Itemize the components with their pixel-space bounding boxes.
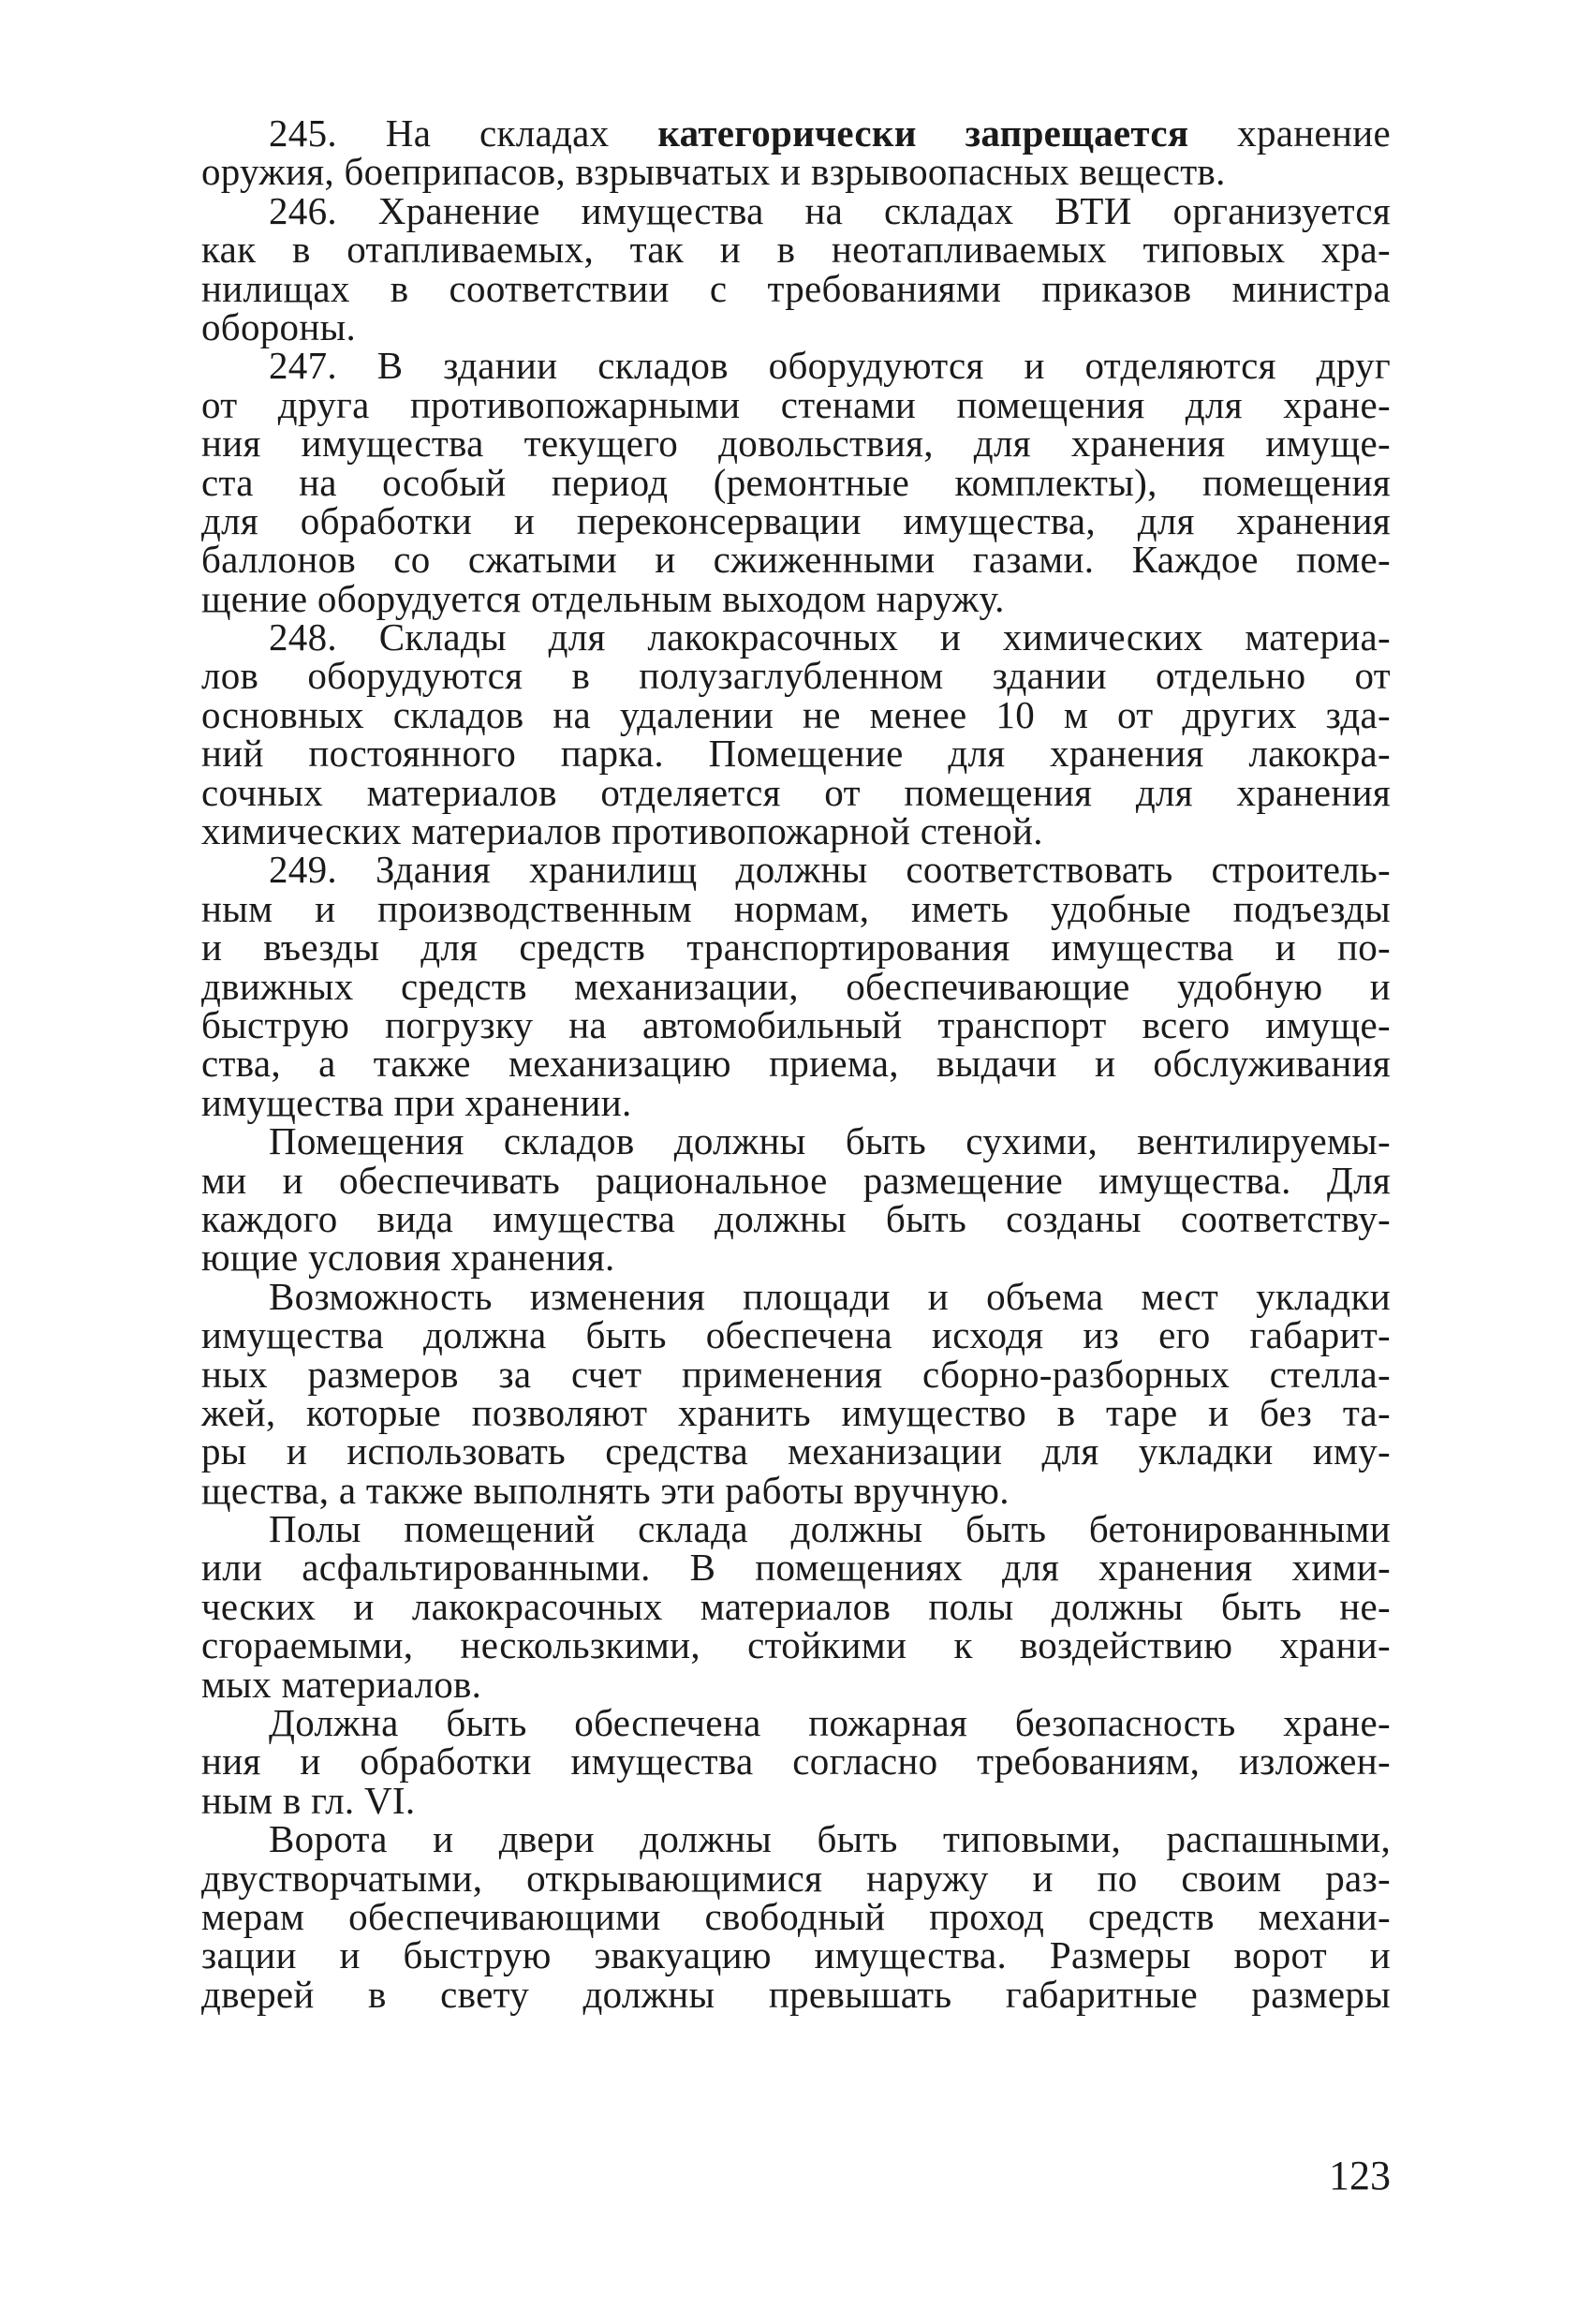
text-line: ний постоянного парка. Помещение для хранения лакокра- [201,732,1391,776]
page-body [201,111,1391,2016]
text-line: 247. В здании складов оборудуются и отделяются друг [269,344,1391,388]
text-line: Должна быть обеспечена пожарная безопасность хране- [269,1701,1391,1745]
text-line: ста на особый период (ремонтные комплекты), помещения [201,460,1391,504]
text-line: имущества должна быть обеспечена исходя из его габарит- [201,1313,1391,1357]
text-line: ры и использовать средства механизации для укладки иму- [201,1429,1391,1473]
text-line: обороны. [201,304,356,348]
text-line: каждого вида имущества должны быть созданы соответству- [201,1196,1391,1240]
paragraph-p245 [201,111,1391,194]
text-line: ства, а также механизацию приема, выдачи и обслуживания [201,1042,1391,1086]
paragraph-p249 [201,848,1391,1124]
paragraph-p-shelving [201,1274,1391,1512]
text-line: баллонов со сжатыми и сжиженными газами. Каждое поме- [201,538,1391,582]
text-line: Помещения складов должны быть сухими, вентилируемы- [269,1119,1391,1163]
text-line: ми и обеспечивать рациональное размещение имущества. Для [201,1158,1391,1202]
text-line: быструю погрузку на автомобильный транспорт всего имуще- [201,1002,1391,1046]
text-line: ющие условия хранения. [201,1236,615,1280]
text-line: и въезды для средств транспортирования имущества и по- [201,925,1391,970]
text-line: щение оборудуется отдельным выходом наружу. [201,576,1005,620]
text-line: ния и обработки имущества согласно требованиям, изложен- [201,1739,1391,1784]
paragraph-p246 [201,188,1391,348]
text-line: оружия, боеприпасов, взрывчатых и взрывоопасных веществ. [201,150,1226,194]
text-line: Возможность изменения площади и объема мест укладки [269,1274,1391,1318]
text-line: химических материалов противопожарной стеной. [201,809,1043,853]
text-line: Ворота и двери должны быть типовыми, распашными, [269,1817,1391,1861]
text-line: для обработки и переконсервации имущества, для хранения [201,498,1391,542]
text-line: имущества при хранении. [201,1080,632,1124]
text-line: мерам обеспечивающими свободный проход средств механи- [201,1894,1391,1938]
text-line: от друга противопожарными стенами помещения для хране- [201,382,1391,426]
text-line: или асфальтированными. В помещениях для хранения хими- [201,1546,1391,1590]
text-line: сгораемыми, нескользкими, стойкими к воздействию храни- [201,1623,1391,1667]
emphasis-text: категорически запрещается [657,111,1189,155]
text-line: сочных материалов отделяется от помещения для хранения [201,770,1391,814]
text-line: зации и быструю эвакуацию имущества. Размеры ворот и [201,1933,1391,1977]
text-line: щества, а также выполнять эти работы вручную. [201,1468,1010,1512]
text-line: как в отапливаемых, так и в неотапливаемых типовых хра- [201,228,1391,272]
text-line: двустворчатыми, открывающимися наружу и по своим раз- [201,1856,1391,1900]
paragraph-p-fire [201,1701,1391,1822]
text-line: движных средств механизации, обеспечивающие удобную и [201,964,1391,1008]
paragraph-p-gates [201,1817,1391,2016]
text-line: ных размеров за счет применения сборно-разборных стелла- [201,1352,1391,1396]
text-line: ным и производственным нормам, иметь удобные подъезды [201,886,1391,930]
text-line: Полы помещений склада должны быть бетонированными [269,1507,1391,1551]
paragraph-p248 [201,615,1391,853]
text-line: мых материалов. [201,1662,482,1706]
text-line: 246. Хранение имущества на складах ВТИ организуется [269,188,1391,232]
text-line: лов оборудуются в полузаглубленном здании отдельно от [201,654,1391,698]
text-line: дверей в свету должны превышать габаритные размеры [201,1972,1391,2016]
paragraph-p-dry [201,1119,1391,1280]
paragraph-p-floors [201,1507,1391,1706]
text-line: ным в гл. VI. [201,1778,416,1822]
text-line: жей, которые позволяют хранить имущество в таре и без та- [201,1390,1391,1434]
text-line: ния имущества текущего довольствия, для хранения имуще- [201,422,1391,466]
page-number: 123 [1329,2153,1391,2198]
paragraph-p247 [201,344,1391,620]
text-line: основных складов на удалении не менее 10 м от других зда- [201,692,1391,736]
text-line: 248. Склады для лакокрасочных и химических материа- [269,615,1391,659]
text-line: 249. Здания хранилищ должны соответствовать строитель- [269,848,1391,892]
text-line: нилищах в соответствии с требованиями приказов министра [201,266,1391,310]
text-line: ческих и лакокрасочных материалов полы должны быть не- [201,1584,1391,1628]
text-line: 245. На складах категорически запрещается хранение [269,111,1391,155]
